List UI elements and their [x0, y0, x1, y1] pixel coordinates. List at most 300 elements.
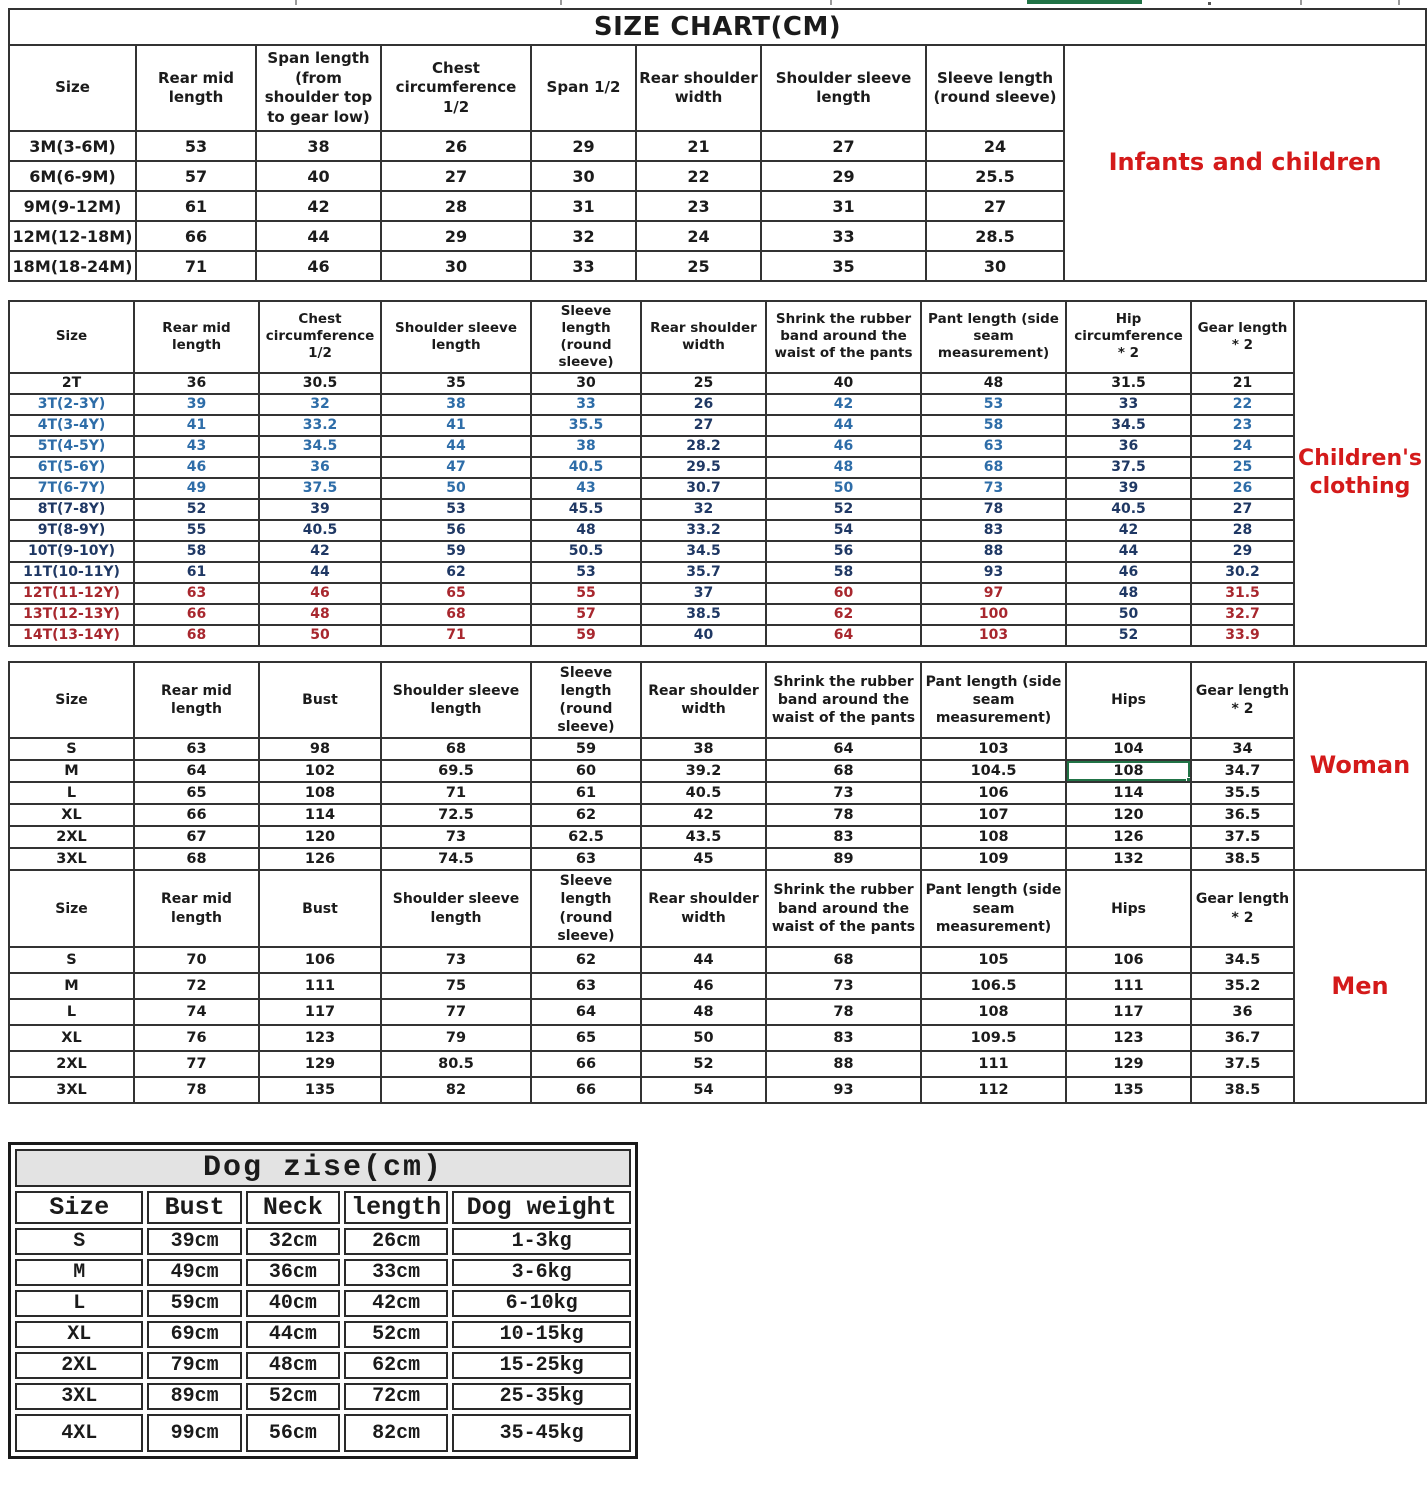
- column-header: Rear mid length: [134, 662, 259, 739]
- value-cell: 66: [531, 1051, 641, 1077]
- value-cell: 30.7: [641, 478, 766, 499]
- column-header: Rear mid length: [134, 301, 259, 373]
- infants-size-table: [8, 8, 1427, 282]
- value-cell: 104.5: [921, 760, 1066, 782]
- value-cell: 123: [1066, 1025, 1191, 1051]
- column-header: Chest circumference 1/2: [259, 301, 381, 373]
- value-cell: 27: [641, 415, 766, 436]
- value-cell: 31: [761, 191, 926, 221]
- size-row: [9, 541, 1426, 562]
- value-cell: 35.5: [1191, 782, 1294, 804]
- value-cell: 48: [1066, 583, 1191, 604]
- column-header: Shoulder sleeve length: [761, 45, 926, 131]
- men-size-table: [8, 869, 1427, 1104]
- value-cell: 58: [766, 562, 921, 583]
- value-cell: 68: [766, 947, 921, 973]
- column-tick: [1398, 0, 1400, 5]
- value-cell: 70: [134, 947, 259, 973]
- size-cell: S: [9, 738, 134, 760]
- value-cell: 41: [134, 415, 259, 436]
- size-cell: 13T(12-13Y): [9, 604, 134, 625]
- value-cell: 33: [1066, 394, 1191, 415]
- value-cell: 48: [259, 604, 381, 625]
- dog-size-row: [15, 1228, 631, 1255]
- dog-value-cell: 32cm: [246, 1228, 340, 1255]
- size-cell: 4T(3-4Y): [9, 415, 134, 436]
- dog-value-cell: 49cm: [147, 1259, 241, 1286]
- dog-value-cell: 25-35kg: [452, 1383, 631, 1410]
- value-cell: 93: [921, 562, 1066, 583]
- value-cell: 46: [259, 583, 381, 604]
- dog-value-cell: 42cm: [344, 1290, 448, 1317]
- value-cell: 66: [134, 604, 259, 625]
- value-cell: 31: [531, 191, 636, 221]
- category-label: Men: [1294, 870, 1426, 1103]
- column-header: Chest circumference 1/2: [381, 45, 531, 131]
- value-cell: 48: [921, 373, 1066, 394]
- value-cell: 45: [641, 848, 766, 870]
- value-cell: 97: [921, 583, 1066, 604]
- size-row: [9, 804, 1426, 826]
- value-cell: 27: [926, 191, 1064, 221]
- dog-column-header: Dog weight: [452, 1191, 631, 1224]
- value-cell: 38: [256, 131, 381, 161]
- dog-value-cell: 89cm: [147, 1383, 241, 1410]
- apparel-size-tables: [8, 8, 1425, 1104]
- value-cell: 27: [1191, 499, 1294, 520]
- dog-value-cell: M: [15, 1259, 143, 1286]
- value-cell: 59: [381, 541, 531, 562]
- size-cell: 9M(9-12M): [9, 191, 136, 221]
- value-cell: 44: [1066, 541, 1191, 562]
- value-cell: 68: [381, 738, 531, 760]
- value-cell: 72: [134, 973, 259, 999]
- value-cell: 36: [1191, 999, 1294, 1025]
- value-cell: 33.2: [641, 520, 766, 541]
- value-cell: 68: [381, 604, 531, 625]
- dog-value-cell: 56cm: [246, 1414, 340, 1452]
- value-cell: 30: [531, 161, 636, 191]
- dog-value-cell: 10-15kg: [452, 1321, 631, 1348]
- value-cell: 30.2: [1191, 562, 1294, 583]
- category-label: Infants and children: [1064, 45, 1426, 281]
- value-cell: 111: [259, 973, 381, 999]
- size-row: [9, 999, 1426, 1025]
- dog-value-cell: 6-10kg: [452, 1290, 631, 1317]
- value-cell: 42: [259, 541, 381, 562]
- dog-value-cell: 36cm: [246, 1259, 340, 1286]
- value-cell: 52: [766, 499, 921, 520]
- value-cell: 62: [531, 947, 641, 973]
- value-cell: 33.2: [259, 415, 381, 436]
- chart-title: SIZE CHART(CM): [9, 9, 1426, 45]
- value-cell: 63: [921, 436, 1066, 457]
- value-cell: 38.5: [1191, 1077, 1294, 1103]
- size-cell: 10T(9-10Y): [9, 541, 134, 562]
- dog-value-cell: 1-3kg: [452, 1228, 631, 1255]
- size-row: [9, 1077, 1426, 1103]
- size-row: [9, 478, 1426, 499]
- size-row: [9, 947, 1426, 973]
- value-cell: 73: [766, 782, 921, 804]
- value-cell: 34.5: [259, 436, 381, 457]
- value-cell: 129: [259, 1051, 381, 1077]
- size-row: [9, 520, 1426, 541]
- value-cell: 42: [1066, 520, 1191, 541]
- dog-value-cell: 79cm: [147, 1352, 241, 1379]
- value-cell: 21: [1191, 373, 1294, 394]
- value-cell: 83: [921, 520, 1066, 541]
- value-cell: 43.5: [641, 826, 766, 848]
- value-cell: 22: [1191, 394, 1294, 415]
- dog-value-cell: 15-25kg: [452, 1352, 631, 1379]
- size-row: [9, 760, 1426, 782]
- value-cell: 111: [921, 1051, 1066, 1077]
- value-cell: 40.5: [1066, 499, 1191, 520]
- dog-value-cell: 82cm: [344, 1414, 448, 1452]
- dog-column-header: Bust: [147, 1191, 241, 1224]
- dog-column-header: Size: [15, 1191, 143, 1224]
- value-cell: 26: [641, 394, 766, 415]
- value-cell: 29: [381, 221, 531, 251]
- value-cell: 56: [766, 541, 921, 562]
- value-cell: 37: [641, 583, 766, 604]
- selected-cell: 108: [1066, 760, 1191, 782]
- column-header: Hips: [1066, 870, 1191, 947]
- dog-value-cell: 26cm: [344, 1228, 448, 1255]
- value-cell: 24: [926, 131, 1064, 161]
- value-cell: 61: [136, 191, 256, 221]
- size-cell: 7T(6-7Y): [9, 478, 134, 499]
- size-cell: 11T(10-11Y): [9, 562, 134, 583]
- value-cell: 73: [766, 973, 921, 999]
- value-cell: 64: [766, 625, 921, 646]
- value-cell: 65: [134, 782, 259, 804]
- value-cell: 50: [641, 1025, 766, 1051]
- value-cell: 44: [256, 221, 381, 251]
- value-cell: 68: [134, 625, 259, 646]
- selected-column-indicator-bar: [1027, 0, 1142, 4]
- value-cell: 120: [1066, 804, 1191, 826]
- column-header: Size: [9, 301, 134, 373]
- column-header: Gear length * 2: [1191, 870, 1294, 947]
- value-cell: 23: [636, 191, 761, 221]
- dog-size-row: [15, 1352, 631, 1379]
- column-header: Hip circumference * 2: [1066, 301, 1191, 373]
- value-cell: 66: [136, 221, 256, 251]
- size-row: [9, 604, 1426, 625]
- dog-value-cell: 35-45kg: [452, 1414, 631, 1452]
- value-cell: 34.5: [641, 541, 766, 562]
- value-cell: 34.5: [1066, 415, 1191, 436]
- value-cell: 35.7: [641, 562, 766, 583]
- dog-value-cell: 3-6kg: [452, 1259, 631, 1286]
- value-cell: 64: [134, 760, 259, 782]
- size-row: [9, 1051, 1426, 1077]
- value-cell: 64: [531, 999, 641, 1025]
- size-row: [9, 1025, 1426, 1051]
- value-cell: 36: [1066, 436, 1191, 457]
- value-cell: 24: [636, 221, 761, 251]
- category-label: Woman: [1294, 662, 1426, 871]
- dog-size-row: [15, 1321, 631, 1348]
- column-tick: [1300, 0, 1302, 5]
- value-cell: 42: [256, 191, 381, 221]
- value-cell: 56: [381, 520, 531, 541]
- value-cell: 46: [134, 457, 259, 478]
- value-cell: 78: [134, 1077, 259, 1103]
- dog-value-cell: 52cm: [344, 1321, 448, 1348]
- value-cell: 29.5: [641, 457, 766, 478]
- value-cell: 89: [766, 848, 921, 870]
- dog-size-row: [15, 1259, 631, 1286]
- value-cell: 120: [259, 826, 381, 848]
- size-cell: 3T(2-3Y): [9, 394, 134, 415]
- value-cell: 55: [134, 520, 259, 541]
- value-cell: 25: [641, 373, 766, 394]
- value-cell: 123: [259, 1025, 381, 1051]
- value-cell: 34.5: [1191, 947, 1294, 973]
- value-cell: 27: [761, 131, 926, 161]
- column-header: Sleeve length (round sleeve): [531, 301, 641, 373]
- dog-table-title: Dog zise(cm): [15, 1149, 631, 1187]
- value-cell: 107: [921, 804, 1066, 826]
- column-tick: [830, 0, 832, 5]
- value-cell: 73: [921, 478, 1066, 499]
- value-cell: 35.2: [1191, 973, 1294, 999]
- column-header: Rear shoulder width: [641, 662, 766, 739]
- value-cell: 39: [134, 394, 259, 415]
- value-cell: 129: [1066, 1051, 1191, 1077]
- column-header: Size: [9, 662, 134, 739]
- value-cell: 46: [766, 436, 921, 457]
- value-cell: 54: [766, 520, 921, 541]
- value-cell: 35: [761, 251, 926, 281]
- value-cell: 26: [1191, 478, 1294, 499]
- value-cell: 50: [259, 625, 381, 646]
- value-cell: 40.5: [259, 520, 381, 541]
- value-cell: 52: [1066, 625, 1191, 646]
- value-cell: 62: [766, 604, 921, 625]
- value-cell: 36: [259, 457, 381, 478]
- value-cell: 68: [766, 760, 921, 782]
- value-cell: 48: [641, 999, 766, 1025]
- size-cell: 5T(4-5Y): [9, 436, 134, 457]
- value-cell: 82: [381, 1077, 531, 1103]
- size-cell: L: [9, 782, 134, 804]
- size-row: [9, 848, 1426, 870]
- value-cell: 106.5: [921, 973, 1066, 999]
- column-header: Bust: [259, 870, 381, 947]
- value-cell: 33: [531, 251, 636, 281]
- value-cell: 32: [531, 221, 636, 251]
- dog-size-table-container: [8, 1142, 1425, 1459]
- value-cell: 40.5: [531, 457, 641, 478]
- value-cell: 38: [641, 738, 766, 760]
- dog-value-cell: 59cm: [147, 1290, 241, 1317]
- value-cell: 34: [1191, 738, 1294, 760]
- value-cell: 53: [381, 499, 531, 520]
- value-cell: 108: [921, 999, 1066, 1025]
- value-cell: 38: [381, 394, 531, 415]
- value-cell: 44: [766, 415, 921, 436]
- value-cell: 35.5: [531, 415, 641, 436]
- value-cell: 106: [1066, 947, 1191, 973]
- value-cell: 68: [921, 457, 1066, 478]
- value-cell: 46: [1066, 562, 1191, 583]
- value-cell: 73: [381, 826, 531, 848]
- size-cell: XL: [9, 804, 134, 826]
- value-cell: 80.5: [381, 1051, 531, 1077]
- column-tick: [560, 0, 562, 5]
- value-cell: 53: [921, 394, 1066, 415]
- size-row: [9, 415, 1426, 436]
- value-cell: 57: [136, 161, 256, 191]
- value-cell: 62.5: [531, 826, 641, 848]
- value-cell: 59: [531, 625, 641, 646]
- dog-value-cell: 48cm: [246, 1352, 340, 1379]
- value-cell: 36.5: [1191, 804, 1294, 826]
- value-cell: 36.7: [1191, 1025, 1294, 1051]
- value-cell: 58: [134, 541, 259, 562]
- value-cell: 60: [531, 760, 641, 782]
- value-cell: 35: [381, 373, 531, 394]
- value-cell: 60: [766, 583, 921, 604]
- value-cell: 98: [259, 738, 381, 760]
- value-cell: 45.5: [531, 499, 641, 520]
- value-cell: 65: [381, 583, 531, 604]
- column-header: Sleeve length (round sleeve): [531, 870, 641, 947]
- value-cell: 79: [381, 1025, 531, 1051]
- column-header: Gear length * 2: [1191, 301, 1294, 373]
- size-row: [9, 373, 1426, 394]
- woman-size-table: [8, 661, 1427, 872]
- dog-size-row: [15, 1414, 631, 1452]
- size-cell: 12M(12-18M): [9, 221, 136, 251]
- column-header: Span 1/2: [531, 45, 636, 131]
- value-cell: 104: [1066, 738, 1191, 760]
- value-cell: 31.5: [1191, 583, 1294, 604]
- size-cell: XL: [9, 1025, 134, 1051]
- value-cell: 83: [766, 1025, 921, 1051]
- value-cell: 74.5: [381, 848, 531, 870]
- size-row: [9, 499, 1426, 520]
- value-cell: 28: [1191, 520, 1294, 541]
- column-header: Hips: [1066, 662, 1191, 739]
- size-row: [9, 625, 1426, 646]
- dog-value-cell: XL: [15, 1321, 143, 1348]
- value-cell: 30: [531, 373, 641, 394]
- value-cell: 50: [1066, 604, 1191, 625]
- value-cell: 42: [766, 394, 921, 415]
- value-cell: 68: [134, 848, 259, 870]
- value-cell: 28.2: [641, 436, 766, 457]
- value-cell: 106: [921, 782, 1066, 804]
- value-cell: 65: [531, 1025, 641, 1051]
- column-header: Rear shoulder width: [636, 45, 761, 131]
- dog-column-header: Neck: [246, 1191, 340, 1224]
- value-cell: 50: [766, 478, 921, 499]
- value-cell: 30.5: [259, 373, 381, 394]
- size-cell: 3XL: [9, 848, 134, 870]
- value-cell: 23: [1191, 415, 1294, 436]
- value-cell: 33: [531, 394, 641, 415]
- column-header: Rear shoulder width: [641, 870, 766, 947]
- value-cell: 43: [531, 478, 641, 499]
- value-cell: 32: [259, 394, 381, 415]
- value-cell: 21: [636, 131, 761, 161]
- value-cell: 33.9: [1191, 625, 1294, 646]
- children-size-table: [8, 300, 1427, 647]
- dog-value-cell: 2XL: [15, 1352, 143, 1379]
- value-cell: 36: [134, 373, 259, 394]
- column-header: Span length (from shoulder top to gear low): [256, 45, 381, 131]
- value-cell: 72.5: [381, 804, 531, 826]
- value-cell: 48: [531, 520, 641, 541]
- size-cell: M: [9, 760, 134, 782]
- value-cell: 77: [134, 1051, 259, 1077]
- value-cell: 103: [921, 738, 1066, 760]
- column-header: Shoulder sleeve length: [381, 662, 531, 739]
- value-cell: 108: [259, 782, 381, 804]
- value-cell: 30: [926, 251, 1064, 281]
- column-header: Rear mid length: [134, 870, 259, 947]
- value-cell: 78: [921, 499, 1066, 520]
- column-header: Gear length * 2: [1191, 662, 1294, 739]
- size-row: [9, 562, 1426, 583]
- category-label: Children's clothing: [1294, 301, 1426, 646]
- value-cell: 40.5: [641, 782, 766, 804]
- dog-value-cell: 4XL: [15, 1414, 143, 1452]
- value-cell: 27: [381, 161, 531, 191]
- value-cell: 66: [531, 1077, 641, 1103]
- value-cell: 37.5: [259, 478, 381, 499]
- value-cell: 100: [921, 604, 1066, 625]
- value-cell: 52: [641, 1051, 766, 1077]
- value-cell: 64: [766, 738, 921, 760]
- value-cell: 67: [134, 826, 259, 848]
- value-cell: 117: [1066, 999, 1191, 1025]
- value-cell: 32.7: [1191, 604, 1294, 625]
- dog-value-cell: L: [15, 1290, 143, 1317]
- size-cell: S: [9, 947, 134, 973]
- value-cell: 77: [381, 999, 531, 1025]
- size-cell: 12T(11-12Y): [9, 583, 134, 604]
- column-header: Pant length (side seam measurement): [921, 662, 1066, 739]
- value-cell: 31.5: [1066, 373, 1191, 394]
- size-cell: 9T(8-9Y): [9, 520, 134, 541]
- value-cell: 106: [259, 947, 381, 973]
- column-header: Size: [9, 870, 134, 947]
- value-cell: 29: [531, 131, 636, 161]
- size-cell: 3M(3-6M): [9, 131, 136, 161]
- value-cell: 108: [921, 826, 1066, 848]
- value-cell: 59: [531, 738, 641, 760]
- value-cell: 132: [1066, 848, 1191, 870]
- dog-value-cell: 72cm: [344, 1383, 448, 1410]
- value-cell: 29: [1191, 541, 1294, 562]
- value-cell: 114: [259, 804, 381, 826]
- value-cell: 61: [531, 782, 641, 804]
- size-row: [9, 394, 1426, 415]
- dog-size-row: [15, 1290, 631, 1317]
- value-cell: 114: [1066, 782, 1191, 804]
- value-cell: 40: [256, 161, 381, 191]
- value-cell: 25.5: [926, 161, 1064, 191]
- value-cell: 75: [381, 973, 531, 999]
- size-cell: 8T(7-8Y): [9, 499, 134, 520]
- value-cell: 44: [641, 947, 766, 973]
